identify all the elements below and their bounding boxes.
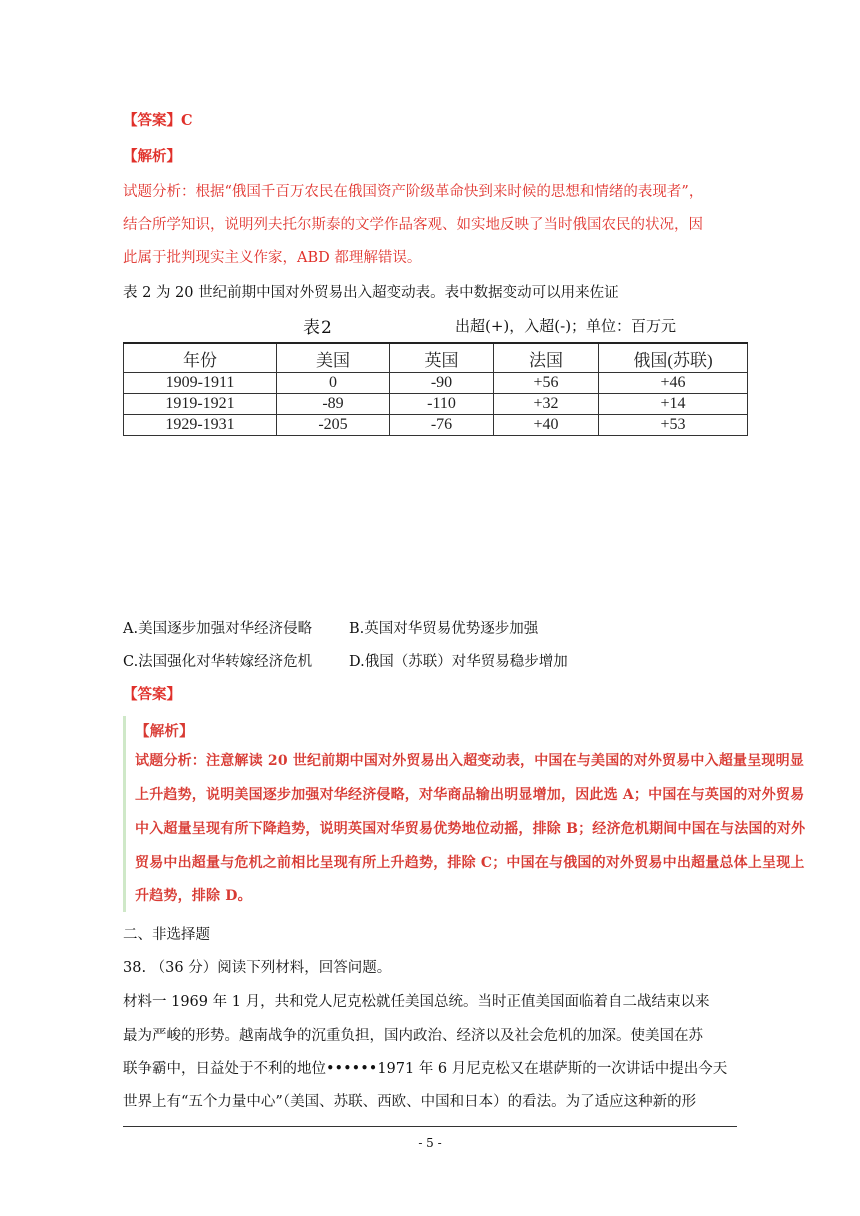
trade-table: [123, 342, 748, 436]
section-heading: 二、非选择题: [123, 927, 210, 943]
analysis-2-block: [123, 716, 817, 912]
analysis-label-1: 【解析】: [123, 148, 181, 165]
footer-rule: [123, 1126, 737, 1127]
block-accent-bar: [123, 716, 126, 912]
table-cell: +32: [494, 394, 599, 415]
header-usa: 美国: [277, 343, 390, 373]
table-cell: +56: [494, 373, 599, 394]
header-uk: 英国: [390, 343, 494, 373]
question-stem: 表 2 为 20 世纪前期中国对外贸易出入超变动表。表中数据变动可以用来佐证: [123, 285, 619, 301]
option-c: C.法国强化对华转嫁经济危机: [123, 654, 313, 670]
table-cell: +40: [494, 415, 599, 436]
table-cell: 0: [277, 373, 390, 394]
answer-label-2: 【答案】: [123, 686, 181, 703]
table-cell: -76: [390, 415, 494, 436]
analysis-1-line-1: 试题分析：根据“俄国千百万农民在俄国资产阶级革命快到来时候的思想和情绪的表现者”，: [123, 184, 704, 200]
table-cell: +53: [599, 415, 748, 436]
table-cell: -90: [390, 373, 494, 394]
analysis-label-2: 【解析】: [135, 723, 194, 740]
table-row: [124, 394, 748, 415]
table-row: [124, 373, 748, 394]
table-cell: 1929-1931: [124, 415, 277, 436]
analysis-2-line-1: 试题分析：注意解读 20 世纪前期中国对外贸易出入超变动表，中国在与美国的对外贸易中入超量呈现明显: [135, 753, 805, 769]
table-row: [124, 415, 748, 436]
question-38: 38. （36 分）阅读下列材料，回答问题。: [123, 960, 392, 976]
header-year: 年份: [124, 343, 277, 373]
table-cell: +14: [599, 394, 748, 415]
trade-table-figure: [123, 313, 748, 441]
table-cell: -110: [390, 394, 494, 415]
analysis-2-line-5: 升趋势，排除 D。: [135, 888, 252, 904]
header-russia: 俄国(苏联): [599, 343, 748, 373]
header-france: 法国: [494, 343, 599, 373]
table-cell: 1909-1911: [124, 373, 277, 394]
table-cell: -89: [277, 394, 390, 415]
table-cell: +46: [599, 373, 748, 394]
option-b: B.英国对华贸易优势逐步加强: [349, 621, 539, 637]
analysis-2-line-2: 上升趋势，说明美国逐步加强对华经济侵略，对华商品输出明显增加，因此选 A；中国在与英国的对外贸易: [135, 787, 805, 803]
analysis-1-line-2: 结合所学知识，说明列夫托尔斯泰的文学作品客观、如实地反映了当时俄国农民的状况，因: [123, 217, 703, 233]
material-line-2: 最为严峻的形势。越南战争的沉重负担，国内政治、经济以及社会危机的加深。使美国在苏: [123, 1028, 703, 1044]
material-line-1: 材料一 1969 年 1 月，共和党人尼克松就任美国总统。当时正值美国面临着自二战结束以来: [123, 994, 710, 1010]
option-d: D.俄国（苏联）对华贸易稳步增加: [349, 654, 568, 670]
page-number: - 5 -: [418, 1136, 442, 1150]
material-line-3: 联争霸中，日益处于不利的地位••••••1971 年 6 月尼克松又在堪萨斯的一次讲话中提出今天: [123, 1061, 728, 1077]
option-a: A.美国逐步加强对华经济侵略: [123, 621, 313, 637]
table-cell: -205: [277, 415, 390, 436]
table-unit-note: 出超(+)，入超(-)；单位：百万元: [455, 317, 677, 335]
answer-label-1: 【答案】C: [123, 112, 193, 129]
table-header-row: [124, 343, 748, 373]
analysis-1-line-3: 此属于批判现实主义作家，ABD 都理解错误。: [123, 250, 422, 266]
analysis-2-line-4: 贸易中出超量与危机之前相比呈现有所上升趋势，排除 C；中国在与俄国的对外贸易中出超量总体上呈现上: [135, 855, 805, 871]
material-line-4: 世界上有“五个力量中心”（美国、苏联、西欧、中国和日本）的看法。为了适应这种新的形: [123, 1094, 697, 1110]
analysis-2-line-3: 中入超量呈现有所下降趋势，说明英国对华贸易优势地位动摇，排除 B；经济危机期间中国在与法国的对外: [135, 821, 806, 837]
table-cell: 1919-1921: [124, 394, 277, 415]
table-title: 表2: [303, 318, 333, 338]
